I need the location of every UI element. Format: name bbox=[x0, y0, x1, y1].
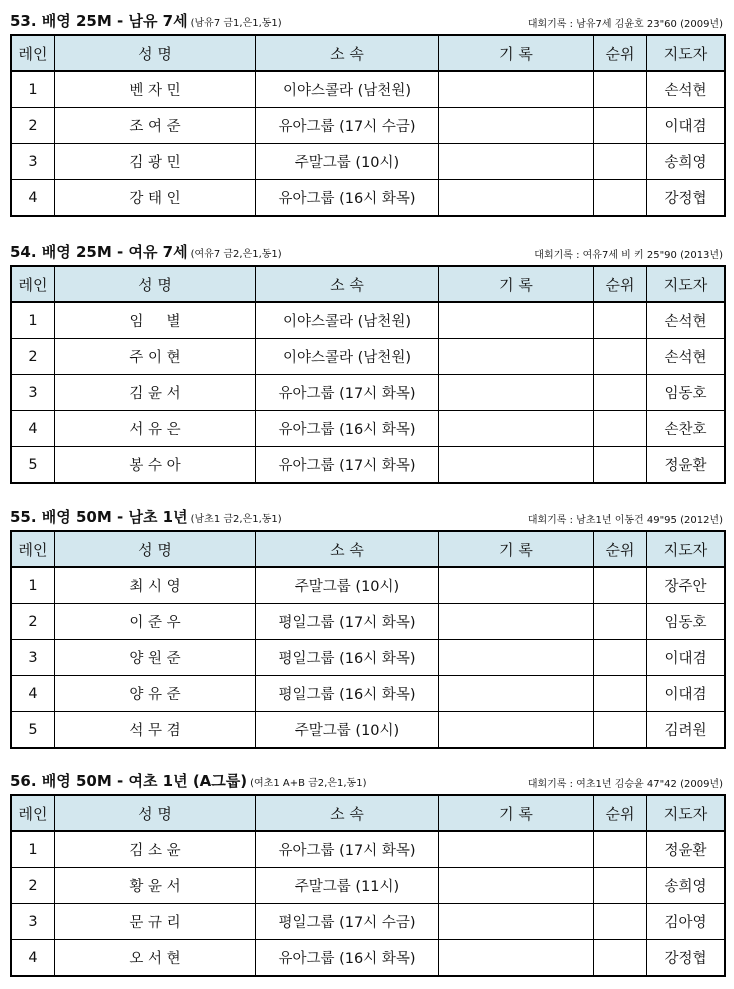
event-subtitle: (남유7 금1,은1,동1) bbox=[190, 18, 282, 29]
table-header-row bbox=[11, 795, 725, 831]
cell-team: 유아그룹 (17시 화목) bbox=[256, 447, 439, 484]
heat-table bbox=[10, 34, 726, 217]
cell-lane: 4 bbox=[11, 180, 55, 217]
cell-lane: 4 bbox=[11, 940, 55, 977]
event-subtitle: (여유7 금2,은1,동1) bbox=[190, 249, 282, 260]
cell-rank bbox=[594, 604, 647, 640]
cell-record bbox=[439, 411, 594, 447]
col-record: 기 록 bbox=[439, 795, 594, 831]
cell-coach: 정윤환 bbox=[647, 447, 726, 484]
col-coach: 지도자 bbox=[647, 266, 726, 302]
cell-coach: 송희영 bbox=[647, 144, 726, 180]
cell-rank bbox=[594, 676, 647, 712]
cell-record bbox=[439, 447, 594, 484]
event-subtitle: (남초1 금2,은1,동1) bbox=[190, 514, 282, 525]
cell-lane: 1 bbox=[11, 567, 55, 604]
cell-name: 임 별 bbox=[55, 302, 256, 339]
cell-lane: 3 bbox=[11, 904, 55, 940]
cell-team: 유아그룹 (16시 화목) bbox=[256, 180, 439, 217]
table-header-row bbox=[11, 35, 725, 71]
table-row bbox=[11, 676, 725, 712]
cell-name: 김 윤 서 bbox=[55, 375, 256, 411]
event-header bbox=[10, 243, 723, 265]
cell-rank bbox=[594, 108, 647, 144]
cell-team: 유아그룹 (17시 화목) bbox=[256, 375, 439, 411]
cell-name: 이 준 우 bbox=[55, 604, 256, 640]
cell-team: 유아그룹 (16시 화목) bbox=[256, 411, 439, 447]
col-record: 기 록 bbox=[439, 35, 594, 71]
table-row bbox=[11, 904, 725, 940]
cell-rank bbox=[594, 339, 647, 375]
table-row bbox=[11, 71, 725, 108]
cell-name: 강 태 인 bbox=[55, 180, 256, 217]
cell-name: 서 유 은 bbox=[55, 411, 256, 447]
table-row bbox=[11, 940, 725, 977]
meet-record: 대회기록 : 여유7세 비 키 25"90 (2013년) bbox=[534, 250, 723, 261]
cell-name: 황 윤 서 bbox=[55, 868, 256, 904]
table-row bbox=[11, 831, 725, 868]
col-name: 성 명 bbox=[55, 35, 256, 71]
cell-team: 유아그룹 (17시 수금) bbox=[256, 108, 439, 144]
event-54 bbox=[10, 243, 723, 484]
cell-rank bbox=[594, 447, 647, 484]
cell-name: 조 여 준 bbox=[55, 108, 256, 144]
cell-record bbox=[439, 712, 594, 749]
cell-coach: 이대겸 bbox=[647, 108, 726, 144]
col-record: 기 록 bbox=[439, 531, 594, 567]
cell-lane: 3 bbox=[11, 640, 55, 676]
col-name: 성 명 bbox=[55, 531, 256, 567]
col-record: 기 록 bbox=[439, 266, 594, 302]
cell-team: 주말그룹 (11시) bbox=[256, 868, 439, 904]
cell-record bbox=[439, 676, 594, 712]
cell-name: 최 시 영 bbox=[55, 567, 256, 604]
cell-team: 평일그룹 (16시 화목) bbox=[256, 640, 439, 676]
col-rank: 순위 bbox=[594, 266, 647, 302]
table-row bbox=[11, 604, 725, 640]
event-title: 56. 배영 50M - 여초 1년 (A그룹) (여초1 A+B 금2,은1,동1) bbox=[10, 772, 367, 790]
cell-lane: 5 bbox=[11, 447, 55, 484]
cell-lane: 1 bbox=[11, 831, 55, 868]
cell-rank bbox=[594, 144, 647, 180]
table-header-row bbox=[11, 266, 725, 302]
event-55 bbox=[10, 508, 723, 749]
cell-rank bbox=[594, 302, 647, 339]
cell-coach: 이대겸 bbox=[647, 640, 726, 676]
table-row bbox=[11, 144, 725, 180]
cell-record bbox=[439, 180, 594, 217]
table-row bbox=[11, 411, 725, 447]
cell-lane: 2 bbox=[11, 868, 55, 904]
cell-lane: 1 bbox=[11, 302, 55, 339]
cell-coach: 김려원 bbox=[647, 712, 726, 749]
cell-coach: 강정협 bbox=[647, 180, 726, 217]
cell-rank bbox=[594, 567, 647, 604]
cell-rank bbox=[594, 640, 647, 676]
cell-lane: 4 bbox=[11, 411, 55, 447]
cell-team: 유아그룹 (16시 화목) bbox=[256, 940, 439, 977]
cell-record bbox=[439, 144, 594, 180]
cell-team: 이야스콜라 (남천원) bbox=[256, 339, 439, 375]
cell-lane: 2 bbox=[11, 604, 55, 640]
cell-coach: 장주안 bbox=[647, 567, 726, 604]
table-row bbox=[11, 447, 725, 484]
cell-lane: 3 bbox=[11, 144, 55, 180]
col-lane: 레인 bbox=[11, 35, 55, 71]
cell-rank bbox=[594, 831, 647, 868]
cell-team: 평일그룹 (17시 화목) bbox=[256, 604, 439, 640]
cell-name: 양 유 준 bbox=[55, 676, 256, 712]
cell-team: 주말그룹 (10시) bbox=[256, 712, 439, 749]
cell-name: 김 소 윤 bbox=[55, 831, 256, 868]
cell-rank bbox=[594, 411, 647, 447]
cell-coach: 손석현 bbox=[647, 71, 726, 108]
col-rank: 순위 bbox=[594, 531, 647, 567]
cell-coach: 손석현 bbox=[647, 339, 726, 375]
col-rank: 순위 bbox=[594, 35, 647, 71]
event-subtitle: (여초1 A+B 금2,은1,동1) bbox=[250, 778, 367, 789]
heat-table bbox=[10, 265, 726, 484]
cell-rank bbox=[594, 868, 647, 904]
col-coach: 지도자 bbox=[647, 795, 726, 831]
cell-team: 이야스콜라 (남천원) bbox=[256, 302, 439, 339]
cell-coach: 정윤환 bbox=[647, 831, 726, 868]
cell-rank bbox=[594, 712, 647, 749]
table-row bbox=[11, 108, 725, 144]
table-row bbox=[11, 712, 725, 749]
cell-name: 오 서 현 bbox=[55, 940, 256, 977]
cell-rank bbox=[594, 904, 647, 940]
table-row bbox=[11, 339, 725, 375]
heat-table bbox=[10, 794, 726, 977]
cell-record bbox=[439, 831, 594, 868]
cell-name: 문 규 리 bbox=[55, 904, 256, 940]
cell-team: 이야스콜라 (남천원) bbox=[256, 71, 439, 108]
event-header bbox=[10, 508, 723, 530]
cell-coach: 임동호 bbox=[647, 604, 726, 640]
event-header bbox=[10, 772, 723, 794]
cell-record bbox=[439, 339, 594, 375]
cell-rank bbox=[594, 71, 647, 108]
table-row bbox=[11, 302, 725, 339]
col-team: 소 속 bbox=[256, 795, 439, 831]
col-coach: 지도자 bbox=[647, 35, 726, 71]
col-rank: 순위 bbox=[594, 795, 647, 831]
cell-name: 석 무 겸 bbox=[55, 712, 256, 749]
cell-name: 봉 수 아 bbox=[55, 447, 256, 484]
cell-team: 유아그룹 (17시 화목) bbox=[256, 831, 439, 868]
col-team: 소 속 bbox=[256, 35, 439, 71]
event-53 bbox=[10, 12, 723, 217]
table-row bbox=[11, 375, 725, 411]
col-lane: 레인 bbox=[11, 266, 55, 302]
table-row bbox=[11, 567, 725, 604]
cell-record bbox=[439, 375, 594, 411]
cell-lane: 2 bbox=[11, 339, 55, 375]
meet-record: 대회기록 : 남유7세 김윤호 23"60 (2009년) bbox=[527, 19, 723, 30]
cell-record bbox=[439, 868, 594, 904]
table-row bbox=[11, 868, 725, 904]
cell-team: 주말그룹 (10시) bbox=[256, 567, 439, 604]
cell-name: 주 이 현 bbox=[55, 339, 256, 375]
heat-table bbox=[10, 530, 726, 749]
col-lane: 레인 bbox=[11, 795, 55, 831]
cell-coach: 손찬호 bbox=[647, 411, 726, 447]
cell-coach: 임동호 bbox=[647, 375, 726, 411]
event-title: 55. 배영 50M - 남초 1년 (남초1 금2,은1,동1) bbox=[10, 508, 282, 526]
cell-record bbox=[439, 567, 594, 604]
cell-rank bbox=[594, 375, 647, 411]
col-lane: 레인 bbox=[11, 531, 55, 567]
cell-record bbox=[439, 71, 594, 108]
cell-lane: 1 bbox=[11, 71, 55, 108]
table-row bbox=[11, 640, 725, 676]
cell-coach: 강정협 bbox=[647, 940, 726, 977]
col-coach: 지도자 bbox=[647, 531, 726, 567]
meet-record: 대회기록 : 남초1년 이동건 49"95 (2012년) bbox=[527, 515, 723, 526]
cell-lane: 3 bbox=[11, 375, 55, 411]
cell-name: 벤 자 민 bbox=[55, 71, 256, 108]
table-row bbox=[11, 180, 725, 217]
col-team: 소 속 bbox=[256, 531, 439, 567]
cell-team: 평일그룹 (17시 수금) bbox=[256, 904, 439, 940]
col-name: 성 명 bbox=[55, 795, 256, 831]
cell-team: 주말그룹 (10시) bbox=[256, 144, 439, 180]
cell-record bbox=[439, 108, 594, 144]
col-name: 성 명 bbox=[55, 266, 256, 302]
event-title: 54. 배영 25M - 여유 7세 (여유7 금2,은1,동1) bbox=[10, 243, 282, 261]
meet-record: 대회기록 : 여초1년 김승윤 47"42 (2009년) bbox=[527, 779, 723, 790]
cell-name: 양 원 준 bbox=[55, 640, 256, 676]
cell-record bbox=[439, 302, 594, 339]
cell-coach: 손석현 bbox=[647, 302, 726, 339]
table-header-row bbox=[11, 531, 725, 567]
cell-coach: 이대겸 bbox=[647, 676, 726, 712]
col-team: 소 속 bbox=[256, 266, 439, 302]
cell-rank bbox=[594, 180, 647, 217]
cell-lane: 2 bbox=[11, 108, 55, 144]
event-title: 53. 배영 25M - 남유 7세 (남유7 금1,은1,동1) bbox=[10, 12, 282, 30]
cell-team: 평일그룹 (16시 화목) bbox=[256, 676, 439, 712]
cell-name: 김 광 민 bbox=[55, 144, 256, 180]
cell-coach: 김아영 bbox=[647, 904, 726, 940]
cell-record bbox=[439, 940, 594, 977]
cell-lane: 5 bbox=[11, 712, 55, 749]
cell-record bbox=[439, 604, 594, 640]
cell-rank bbox=[594, 940, 647, 977]
cell-lane: 4 bbox=[11, 676, 55, 712]
cell-record bbox=[439, 640, 594, 676]
cell-record bbox=[439, 904, 594, 940]
event-header bbox=[10, 12, 723, 34]
cell-coach: 송희영 bbox=[647, 868, 726, 904]
event-56 bbox=[10, 772, 723, 977]
